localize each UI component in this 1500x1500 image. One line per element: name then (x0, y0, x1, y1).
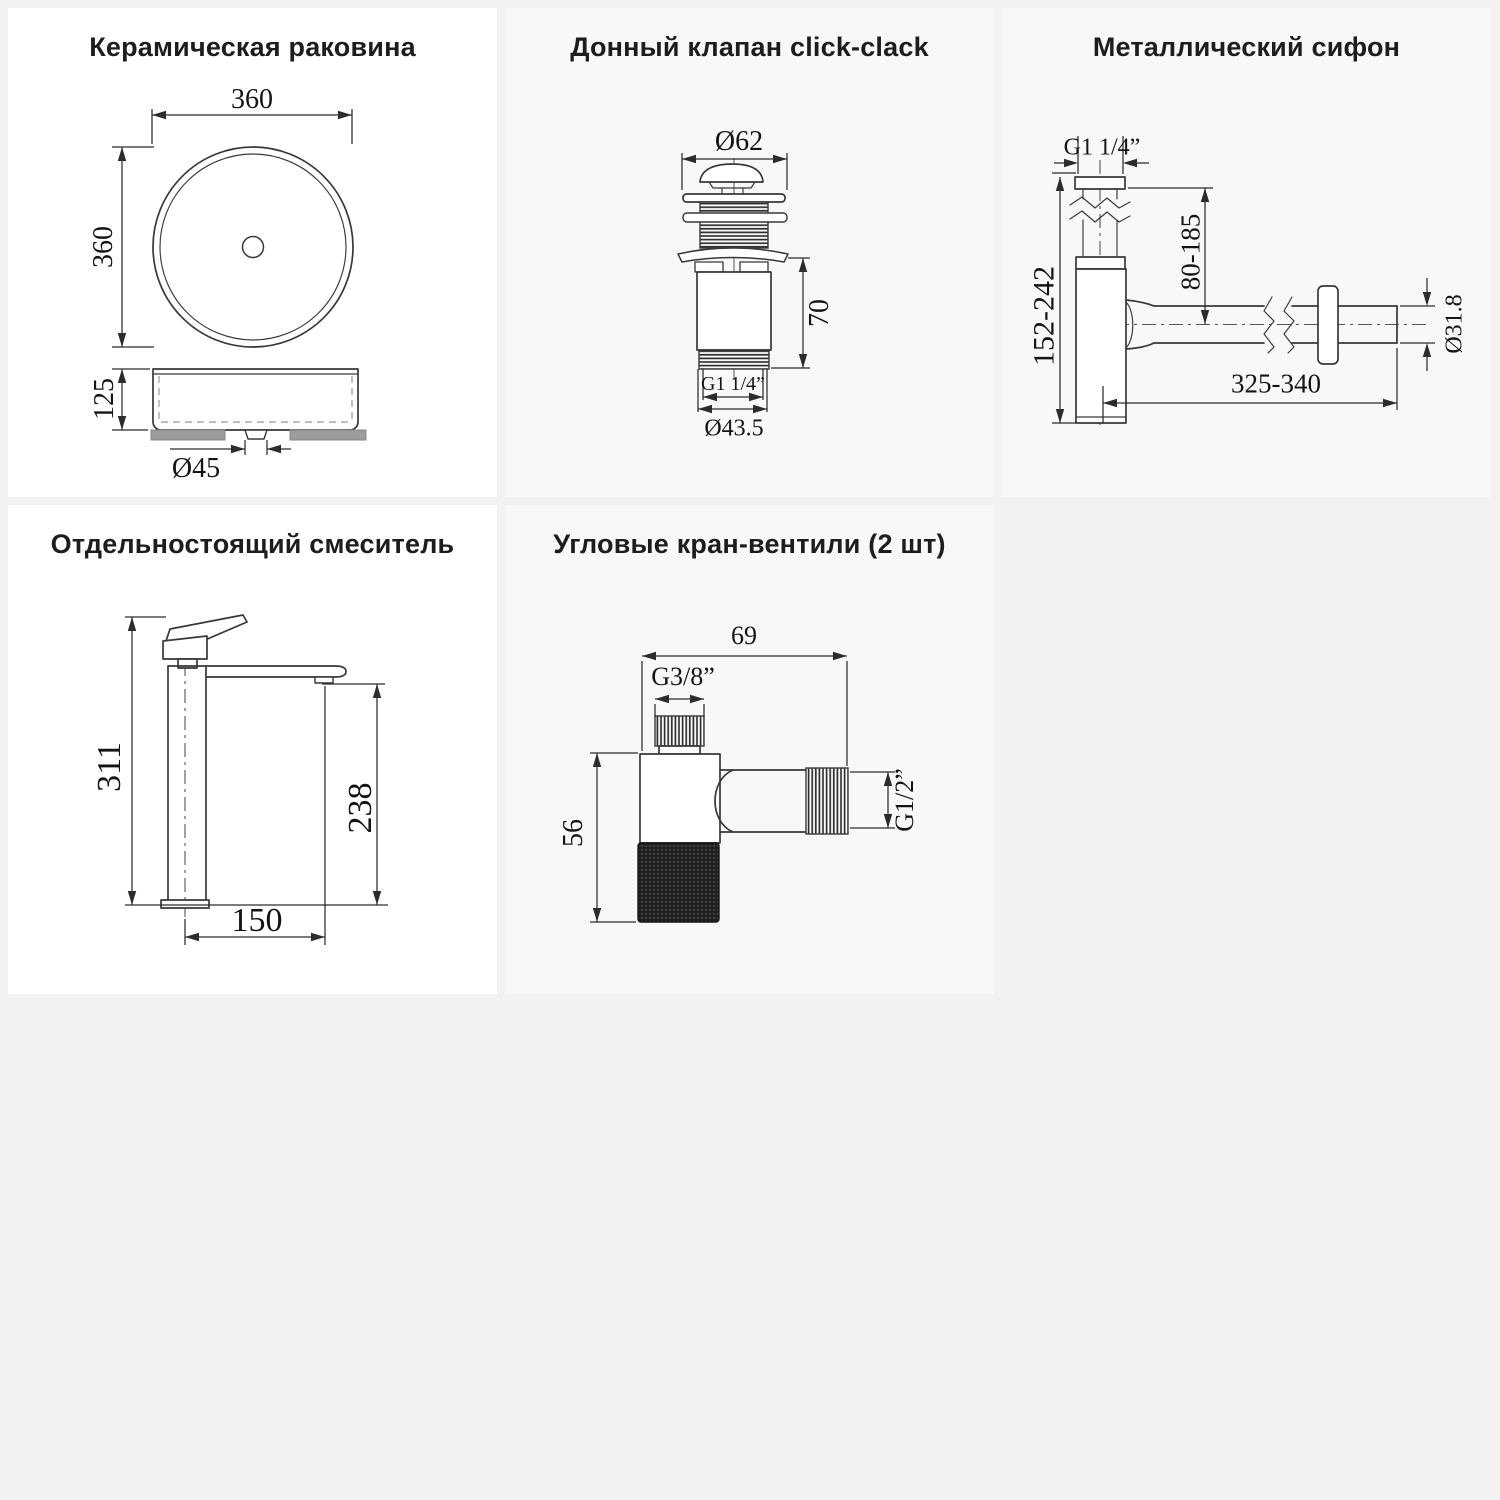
siphon-title: Металлический сифон (1092, 32, 1401, 62)
angle-valve-top-thread (655, 716, 704, 746)
dim-label-siphon-height: 152-242 (1027, 266, 1061, 366)
angle-valves-title: Угловые кран-вентили (2 шт) (553, 529, 946, 559)
mixer-base (161, 900, 209, 908)
sink-dim-drain (170, 440, 291, 484)
dim-label-siphon-drop: 80-185 (1175, 213, 1206, 291)
dim-label-angle-width: 69 (731, 621, 757, 651)
sink-dim-top-height (88, 147, 154, 347)
sink-side-view (151, 369, 366, 440)
panel-drain-valve (505, 8, 994, 497)
dim-label-angle-side-thread: G1/2” (890, 768, 920, 832)
angle-valve-body (638, 716, 848, 922)
panel-angle-valves (505, 505, 994, 994)
dim-label-sink-drain: Ø45 (171, 452, 221, 484)
panel-sink (8, 8, 497, 497)
valve-dim-thread (701, 369, 765, 401)
drain-valve-title: Донный клапан click-clack (570, 32, 929, 62)
siphon-dim-drop (1128, 188, 1213, 324)
dim-label-angle-top-thread: G3/8” (651, 662, 715, 692)
siphon-dim-height (1028, 173, 1077, 423)
drain-valve-drawing (505, 8, 994, 497)
mixer-dim-spout-height (322, 684, 385, 905)
sink-pad-left (151, 430, 225, 440)
angle-valve-drawing (505, 505, 994, 994)
siphon-drawing (1002, 8, 1491, 497)
mixer-drawing (8, 505, 497, 994)
siphon-dim-pipe (1400, 278, 1467, 371)
angle-valve-dim-top-thread (651, 662, 715, 717)
panel-mixer (8, 505, 497, 994)
dim-label-mixer-reach: 150 (231, 901, 283, 939)
mixer-title: Отдельностоящий смеситель (50, 529, 455, 559)
dim-label-siphon-pipe: Ø31.8 (1441, 294, 1468, 354)
dim-label-sink-height: 360 (87, 226, 119, 268)
dim-label-mixer-height: 311 (90, 742, 128, 792)
valve-body (678, 164, 788, 369)
dim-label-sink-bowl-height: 125 (88, 378, 120, 420)
dim-label-sink-width: 360 (231, 83, 273, 115)
angle-valve-knurled-handle (638, 843, 719, 922)
panel-siphon (1002, 8, 1491, 497)
sink-drawing (8, 8, 497, 497)
angle-valve-dim-side-thread (850, 768, 919, 832)
mixer-aerator (315, 677, 333, 683)
mixer-dim-total-height (91, 617, 388, 905)
dim-label-valve-thread: G1 1/4” (701, 373, 765, 395)
sink-dim-top-width (152, 84, 352, 144)
dim-label-angle-height: 56 (557, 819, 589, 847)
dim-label-valve-od: Ø43.5 (704, 415, 764, 442)
sink-drain-stub (245, 430, 267, 439)
angle-valve-side-thread (806, 768, 848, 834)
siphon-wall-flange (1318, 286, 1338, 364)
dim-label-valve-length: 70 (803, 299, 835, 327)
dim-label-valve-cap: Ø62 (714, 125, 764, 157)
angle-valve-dim-height (558, 753, 638, 922)
dim-label-siphon-length: 325-340 (1231, 368, 1321, 399)
sink-dim-bowl-height (89, 369, 150, 430)
sink-pad-right (290, 430, 366, 440)
valve-dim-length (771, 258, 835, 368)
sink-title: Керамическая раковина (89, 32, 416, 62)
dim-label-siphon-thread: G1 1/4” (1063, 134, 1141, 161)
siphon-dim-inlet-thread (1054, 134, 1149, 174)
siphon-dim-length (1103, 348, 1397, 423)
sink-top-view (153, 147, 353, 347)
dim-label-mixer-spout-height: 238 (341, 782, 379, 834)
mixer-body (161, 615, 346, 908)
